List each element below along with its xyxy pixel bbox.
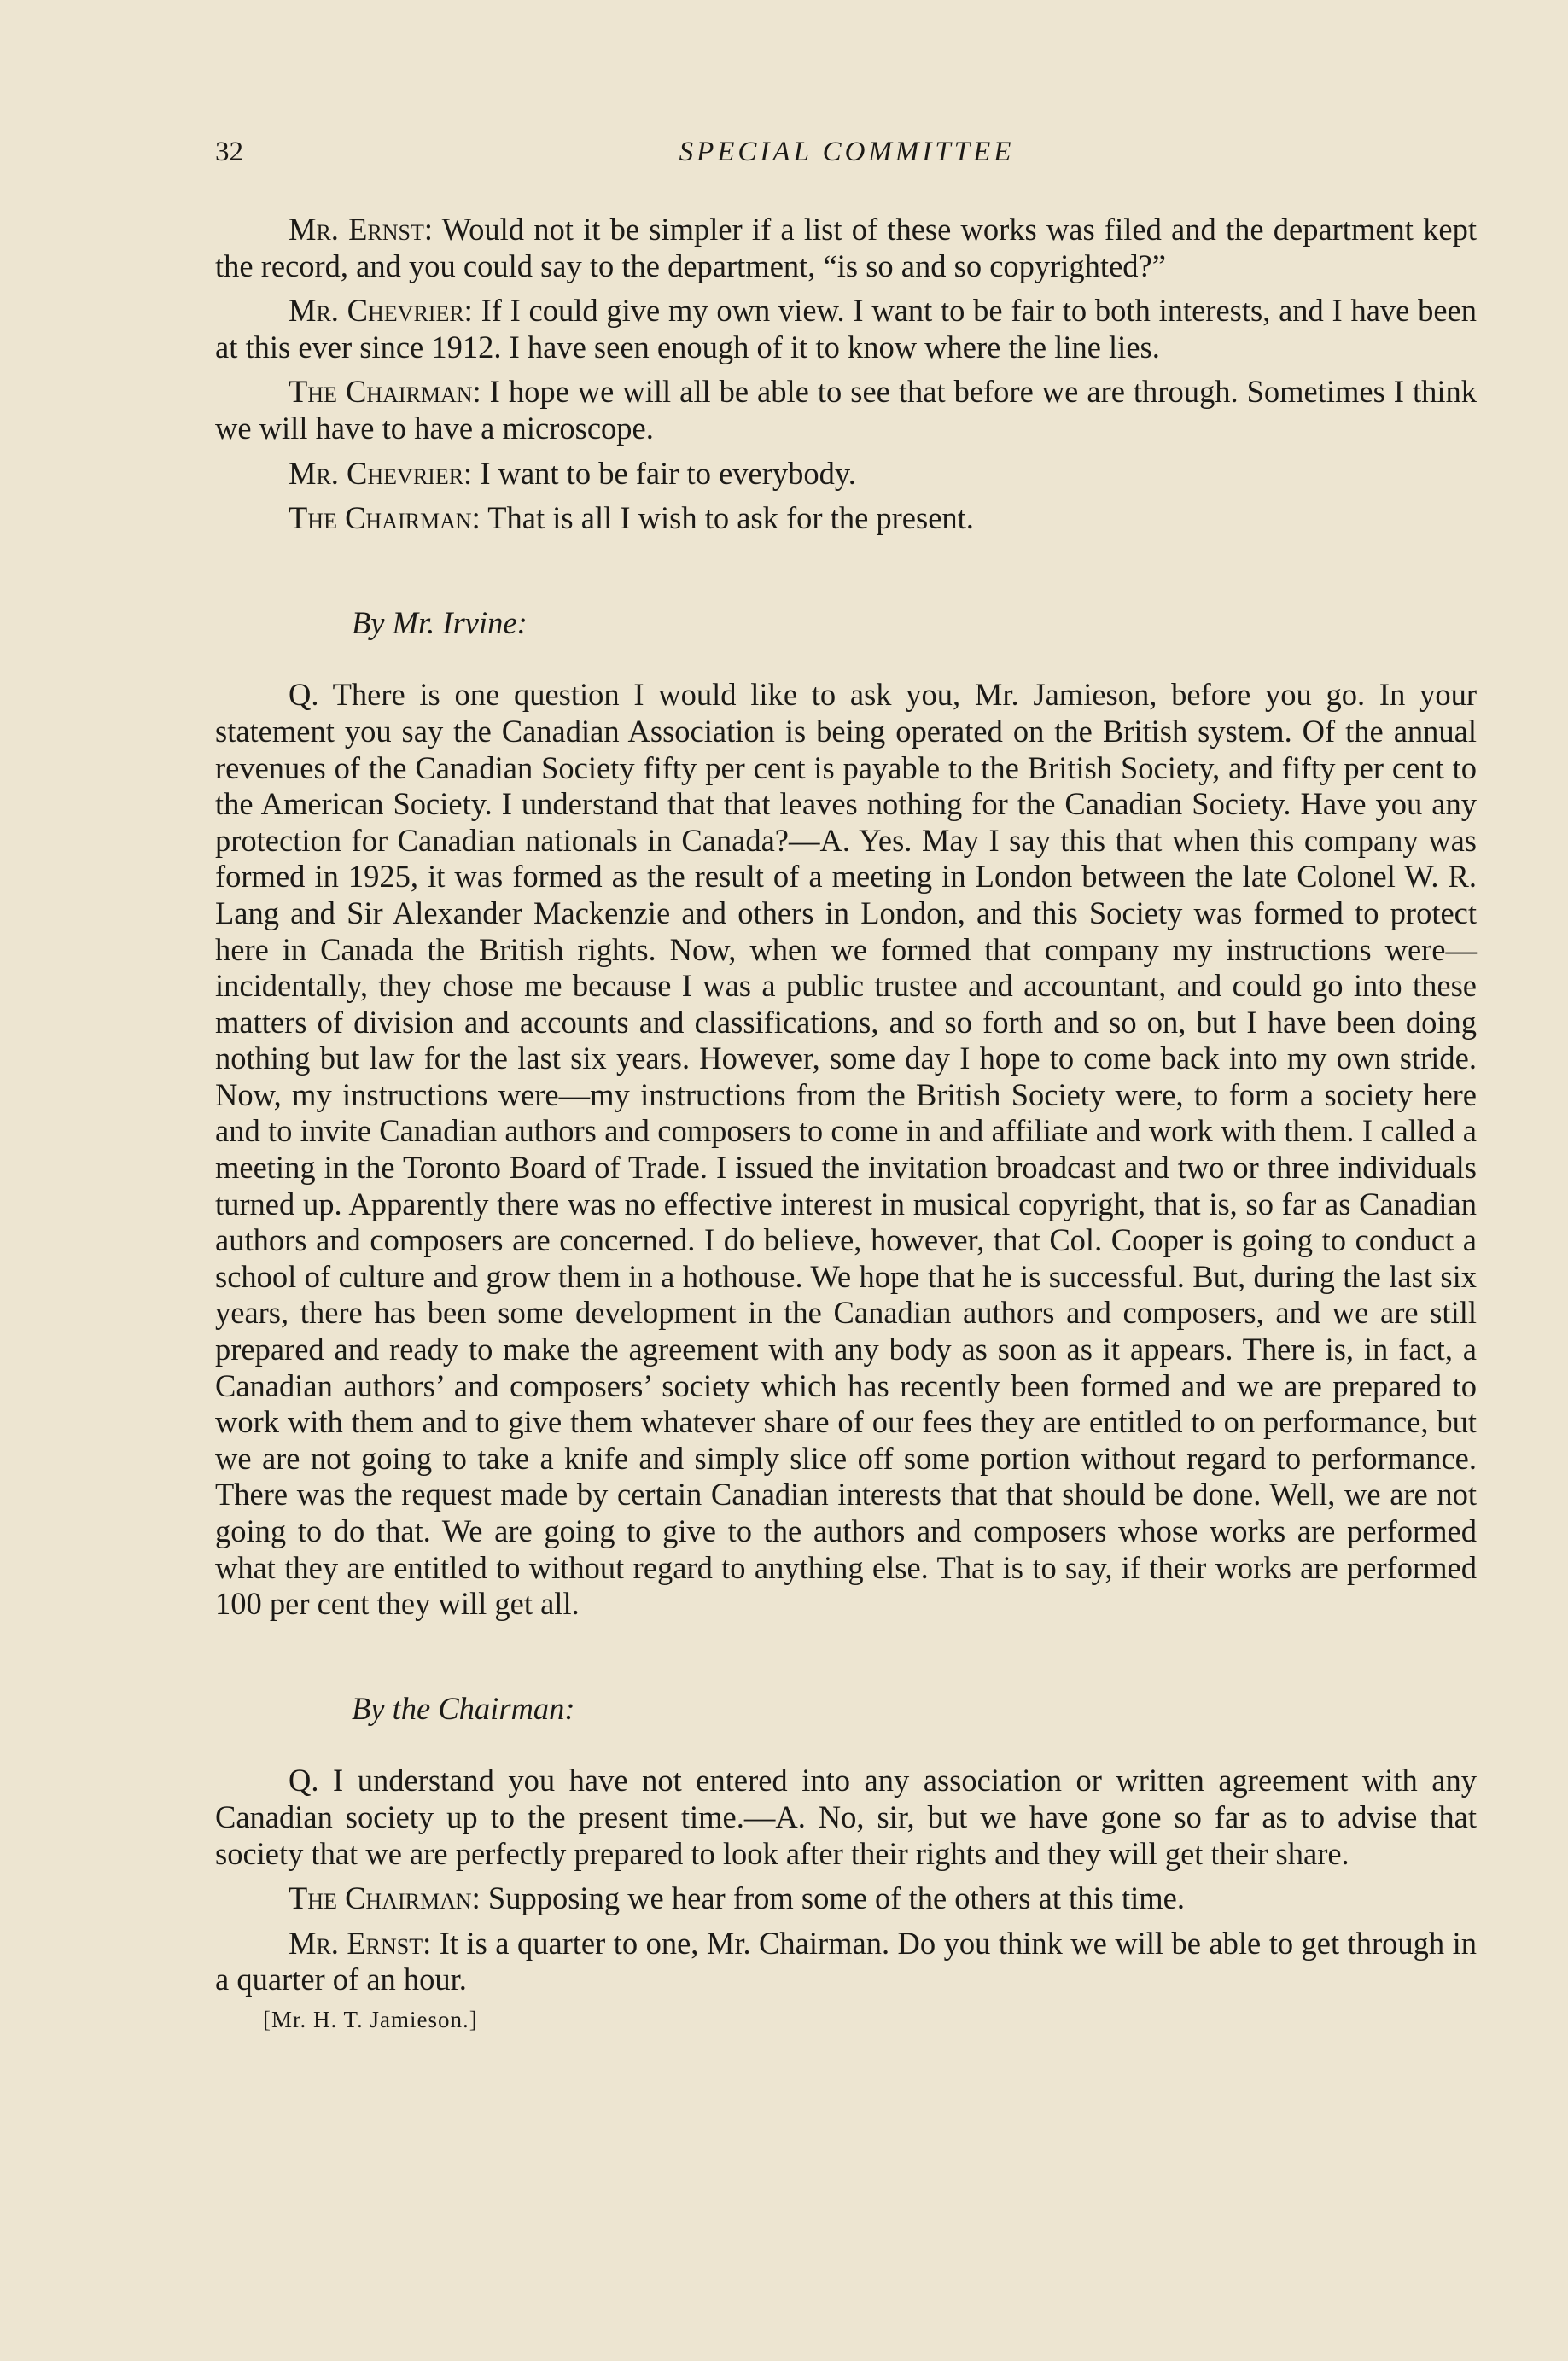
paragraph-irvine-question: Q. There is one question I would like to ask you, Mr. Jamieson, before you go. In your statement you say the Canadian Association is being operated on the British system. Of the annual revenues of the Canadian Society fifty per cent is payable to the British Society, and fifty per cent to the American Society. I understand that that leaves nothing for the Canadian Society. Have you any protection for Canadian nationals in Canada?—A. Yes. May I say this that when this company was formed in 1925, it was formed as the result of a meeting in London between the late Colonel W. R. Lang and Sir Alexander Mackenzie and others in London, and this Society was formed to protect here in Canada the British rights. Now, when we formed that company my instructions were—incidentally, they chose me because I was a public trustee and accountant, and could go into these matters of division and accounts and classifications, and so forth and so on, but I have been doing nothing but law for the last six years. However, some day I hope to come back into my own stride. Now, my instructions were—my instructions from the British Society were, to form a society here and to invite Canadian authors and composers to come in and affiliate and work with them. I called a meeting in the Toronto Board of Trade. I issued the invitation broadcast and two or three individuals turned up. Apparently there was no effective interest in musical copyright, that is, so far as Canadian authors and composers are concerned. I do believe, however, that Col. Cooper is going to conduct a school of culture and grow them in a hothouse. We hope that he is successful. But, during the last six years, there has been some development in the Canadian authors and composers, and we are still prepared and ready to make the agreement with any body as soon as it appears. There is, in fact, a Canadian authors’ and composers’ society which has recently been formed and we are prepared to work with them and to give them whatever share of our fees they are entitled to on performance, but we are not going to take a knife and simply slice off some portion without regard to performance. There was the request made by certain Canadian interests that that should be done. Well, we are not going to do that. We are going to give to the authors and composers whose works are performed what they are entitled to without regard to anything else. That is to say, if their works are performed 100 per cent they will get all. (215, 677, 1477, 1622)
paragraph-chairman-1 (215, 374, 1477, 446)
section-heading-chairman: By the Chairman: (352, 1690, 575, 1726)
paragraph-chevrier-2 (215, 456, 1477, 493)
speaker-label: Mr. Ernst: (289, 1925, 432, 1961)
speaker-label: Mr. Chevrier: (289, 293, 473, 329)
paragraph-chairman-3 (215, 1880, 1477, 1917)
speaker-label: The Chairman: (289, 500, 481, 536)
section-heading-irvine: By Mr. Irvine: (352, 604, 528, 640)
paragraph-text: Would not it be simpler if a list of these works was filed and the department kept the record, and you could say to the department, “is so and so copyrighted?” (215, 212, 1477, 283)
running-title: SPECIAL COMMITTEE (679, 137, 1015, 167)
paragraph-ernst-2 (215, 1926, 1477, 1998)
paragraph-chairman-2 (215, 500, 1477, 537)
paragraph-text: It is a quarter to one, Mr. Chairman. Do you think we will be able to get through in a quarter of an hour. (215, 1925, 1477, 1997)
paragraph-text: That is all I wish to ask for the present. (480, 500, 974, 536)
paragraph-text: Supposing we hear from some of the others at this time. (480, 1880, 1185, 1916)
paragraph-text: I want to be fair to everybody. (472, 455, 856, 491)
speaker-label: Mr. Ernst: (289, 212, 434, 247)
speaker-footnote: [Mr. H. T. Jamieson.] (263, 2006, 478, 2032)
page-header (215, 137, 1478, 179)
speaker-label: The Chairman: (289, 374, 481, 410)
paragraph-chevrier-1 (215, 293, 1477, 365)
page-number: 32 (215, 137, 243, 167)
paragraph-ernst-1 (215, 212, 1477, 284)
speaker-label: The Chairman: (289, 1880, 481, 1916)
paragraph-chairman-question: Q. I understand you have not entered into any association or written agreement with any Canadian society up to the present time.—A. No, sir, but we have gone so far as to advise that society that we are perfectly prepared to look after their rights and they will get their share. (215, 1763, 1477, 1871)
paragraph-text: I hope we will all be able to see that before we are through. Sometimes I think we will have to have a microscope. (215, 374, 1477, 446)
page-body (215, 212, 1477, 2034)
speaker-label: Mr. Chevrier: (289, 455, 473, 491)
paragraph-text: If I could give my own view. I want to be fair to both interests, and I have been at this ever since 1912. I have seen enough of it to know where the line lies. (215, 293, 1477, 364)
